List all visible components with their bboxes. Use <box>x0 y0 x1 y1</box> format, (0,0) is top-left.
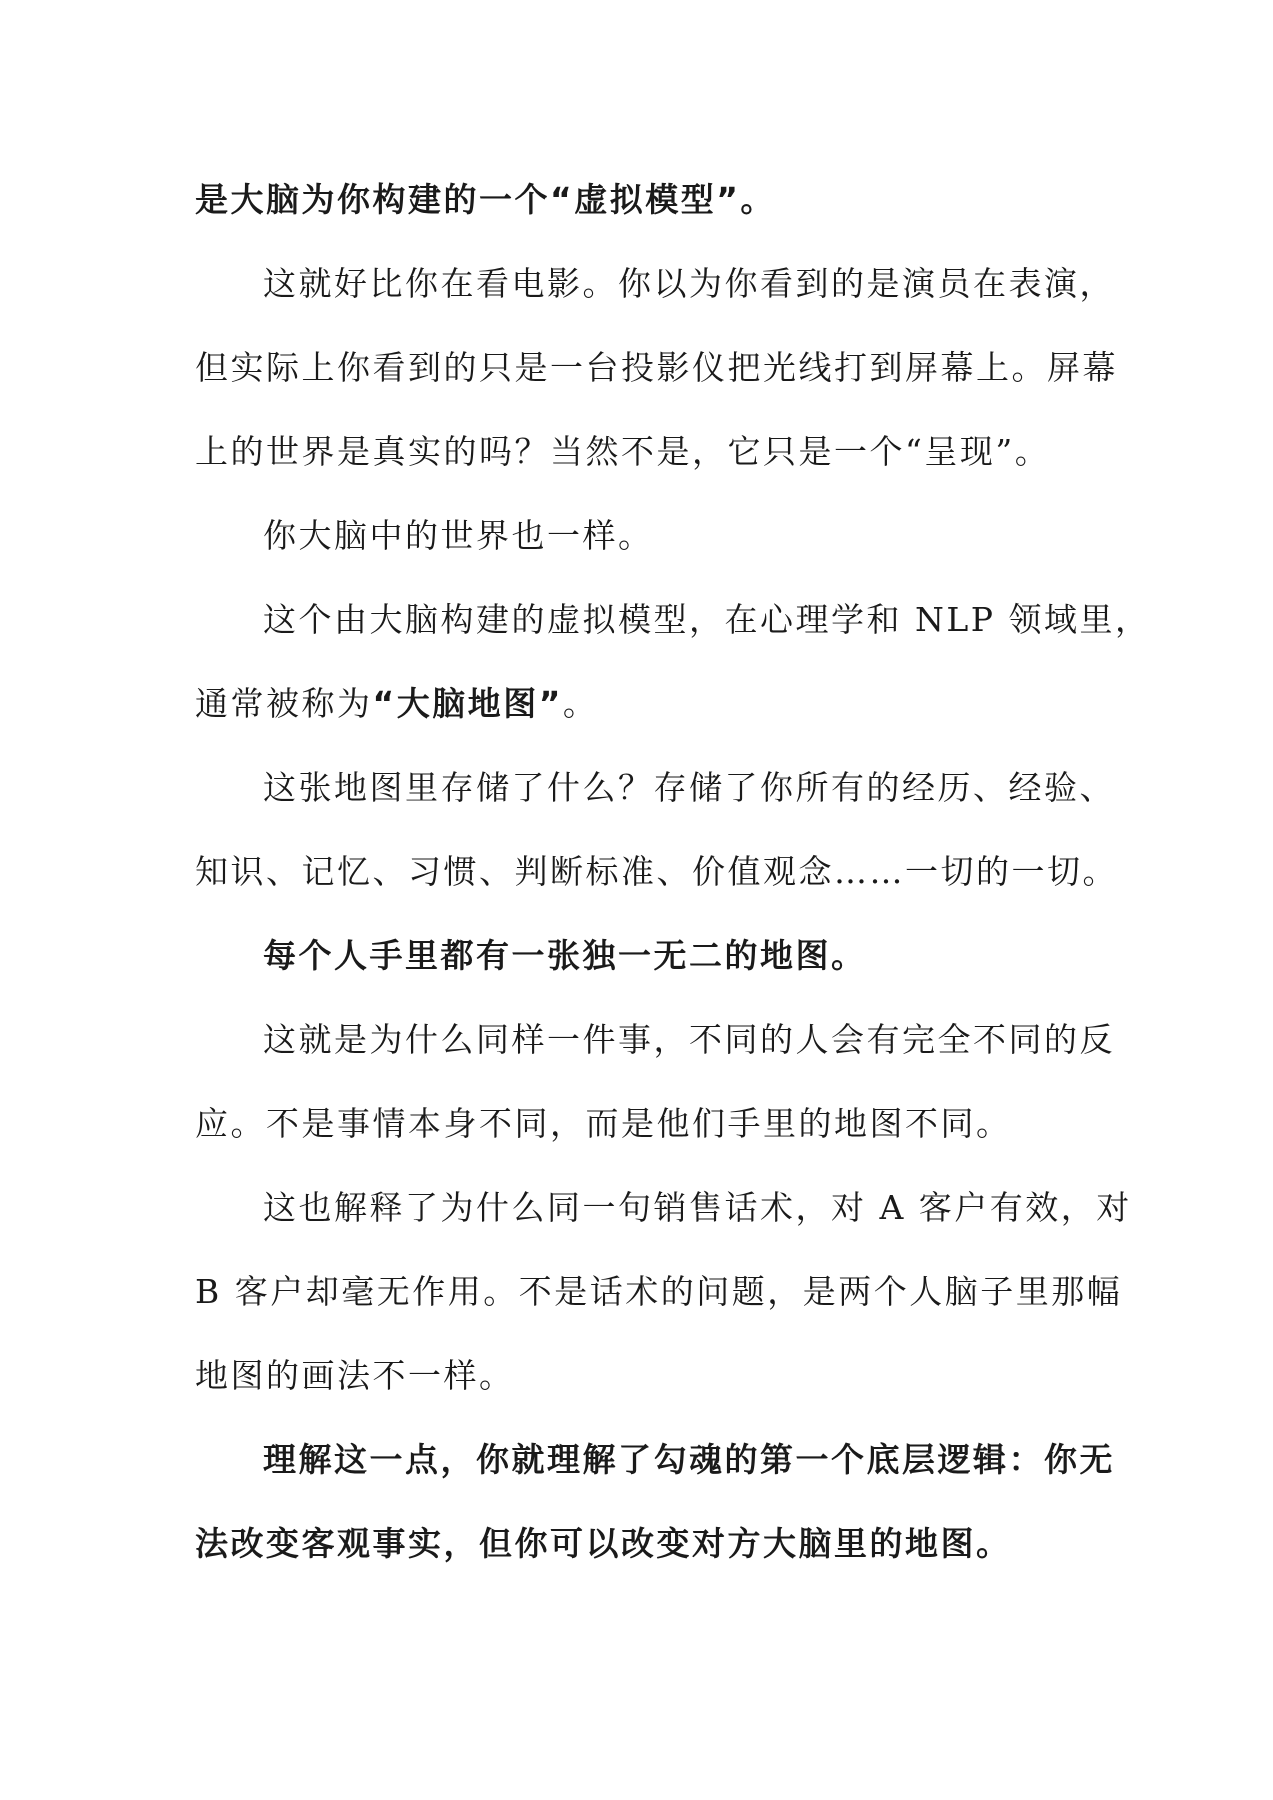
paragraph-line: 知识、记忆、习惯、判断标准、价值观念……一切的一切。 <box>195 852 1118 891</box>
paragraph-line: 理解这一点，你就理解了勾魂的第一个底层逻辑：你无 <box>263 1440 1115 1479</box>
line-segment: 通常被称为 <box>195 684 373 723</box>
paragraph-line: 这个由大脑构建的虚拟模型，在心理学和 NLP 领域里， <box>263 600 1151 639</box>
paragraph-line: 这就好比你在看电影。你以为你看到的是演员在表演， <box>263 264 1115 303</box>
paragraph-line: 每个人手里都有一张独一无二的地图。 <box>263 936 867 975</box>
paragraph-line: 上的世界是真实的吗？当然不是，它只是一个“呈现”。 <box>195 432 1051 471</box>
paragraph-line: 应。不是事情本身不同，而是他们手里的地图不同。 <box>195 1104 1012 1143</box>
paragraph-line: 是大脑为你构建的一个“虚拟模型”。 <box>195 180 776 219</box>
paragraph-line: 法改变客观事实，但你可以改变对方大脑里的地图。 <box>195 1524 1012 1563</box>
paragraph-line: B 客户却毫无作用。不是话术的问题，是两个人脑子里那幅 <box>195 1272 1123 1311</box>
paragraph-line: 这也解释了为什么同一句销售话术，对 A 客户有效，对 <box>263 1188 1132 1227</box>
paragraph-line: 地图的画法不一样。 <box>195 1356 515 1395</box>
paragraph-line: 这就是为什么同样一件事，不同的人会有完全不同的反 <box>263 1020 1115 1059</box>
paragraph-line: 但实际上你看到的只是一台投影仪把光线打到屏幕上。屏幕 <box>195 348 1118 387</box>
line-segment: 。 <box>562 684 599 723</box>
bold-term-brain-map: “大脑地图” <box>372 684 563 723</box>
paragraph-line <box>195 662 1085 746</box>
document-page <box>195 158 1151 1586</box>
paragraph-line: 你大脑中的世界也一样。 <box>263 516 654 555</box>
paragraph-line: 这张地图里存储了什么？存储了你所有的经历、经验、 <box>263 768 1115 807</box>
